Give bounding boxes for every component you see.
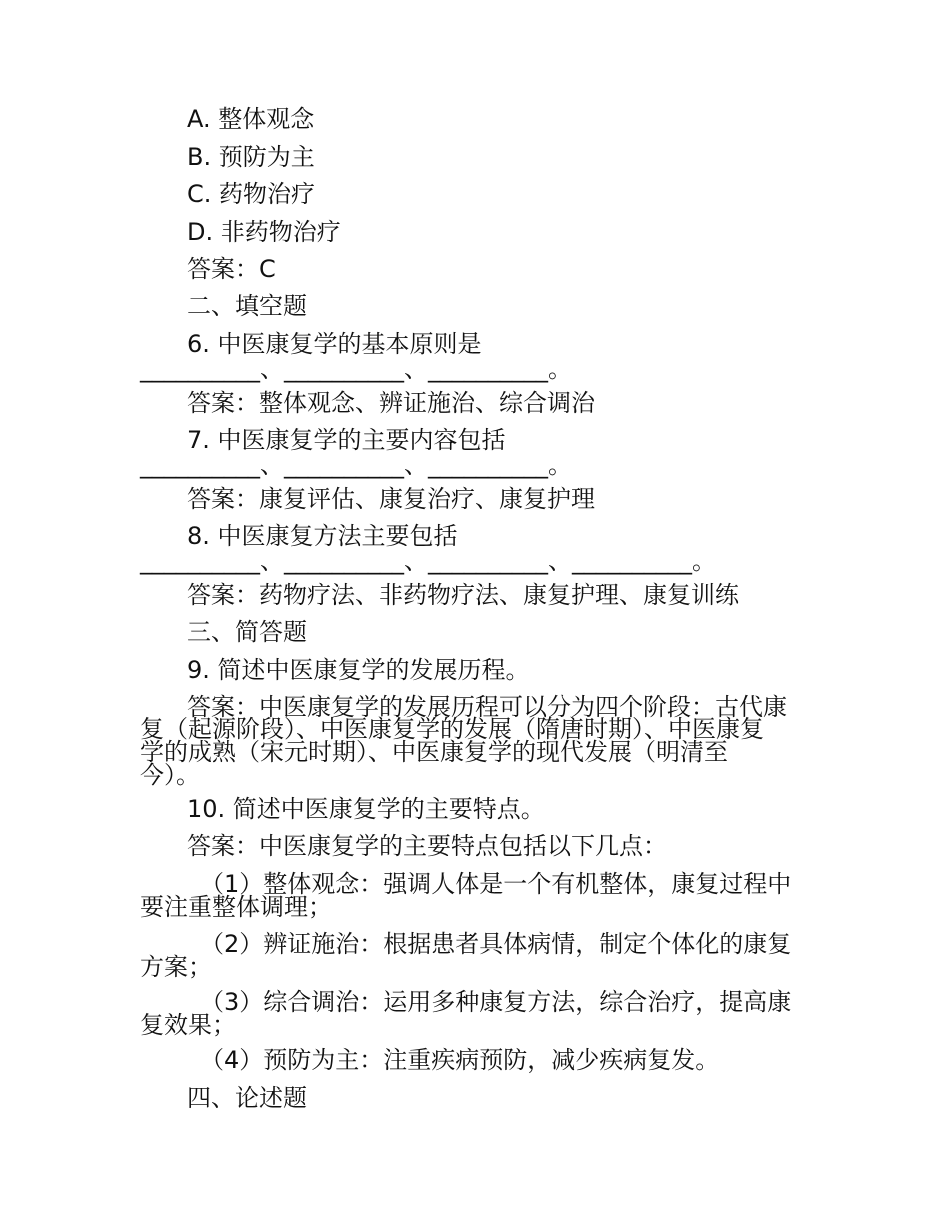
q9-answer-line-3: 学的成熟（宋元时期）、中医康复学的现代发展（明清至 <box>140 738 728 766</box>
q10-point-2-line-2: 方案； <box>140 953 212 981</box>
q10-point-3-line-1: （3）综合调治：运用多种康复方法，综合治疗，提高康 <box>200 988 792 1016</box>
q7-blanks: __________、__________、__________。 <box>140 451 572 479</box>
q8-blanks: __________、__________、__________、__________。 <box>140 547 716 575</box>
q6-answer: 答案：整体观念、辨证施治、综合调治 <box>187 389 595 417</box>
q9-answer-line-4: 今）。 <box>140 761 200 789</box>
q10-answer: 答案：中医康复学的主要特点包括以下几点： <box>187 832 667 860</box>
option-a: A. 整体观念 <box>187 105 315 133</box>
option-d: D. 非药物治疗 <box>187 218 341 246</box>
section-short-answer-title: 三、简答题 <box>187 618 307 646</box>
q6-blanks: __________、__________、__________。 <box>140 355 572 383</box>
q9-answer-line-1: 答案：中医康复学的发展历程可以分为四个阶段：古代康 <box>187 693 787 721</box>
q10-point-3-line-2: 复效果； <box>140 1011 236 1039</box>
q10-point-1-line-1: （1）整体观念：强调人体是一个有机整体，康复过程中 <box>200 870 792 898</box>
q8-answer: 答案：药物疗法、非药物疗法、康复护理、康复训练 <box>187 581 739 609</box>
option-b: B. 预防为主 <box>187 143 315 171</box>
q9-answer-line-2: 复（起源阶段）、中医康复学的发展（隋唐时期）、中医康复 <box>140 715 764 743</box>
q5-answer: 答案：C <box>187 255 276 283</box>
q10-point-4: （4）预防为主：注重疾病预防，减少疾病复发。 <box>200 1046 720 1074</box>
section-fill-blank-title: 二、填空题 <box>187 292 307 320</box>
q10-question: 10. 简述中医康复学的主要特点。 <box>187 795 545 823</box>
q7-question: 7. 中医康复学的主要内容包括 <box>187 426 506 454</box>
q9-question: 9. 简述中医康复学的发展历程。 <box>187 656 530 684</box>
q10-point-1-line-2: 要注重整体调理； <box>140 893 332 921</box>
section-essay-title: 四、论述题 <box>187 1084 307 1112</box>
q7-answer: 答案：康复评估、康复治疗、康复护理 <box>187 485 595 513</box>
q8-question: 8. 中医康复方法主要包括 <box>187 522 458 550</box>
option-c: C. 药物治疗 <box>187 180 316 208</box>
q10-point-2-line-1: （2）辨证施治：根据患者具体病情，制定个体化的康复 <box>200 930 792 958</box>
q6-question: 6. 中医康复学的基本原则是 <box>187 330 482 358</box>
